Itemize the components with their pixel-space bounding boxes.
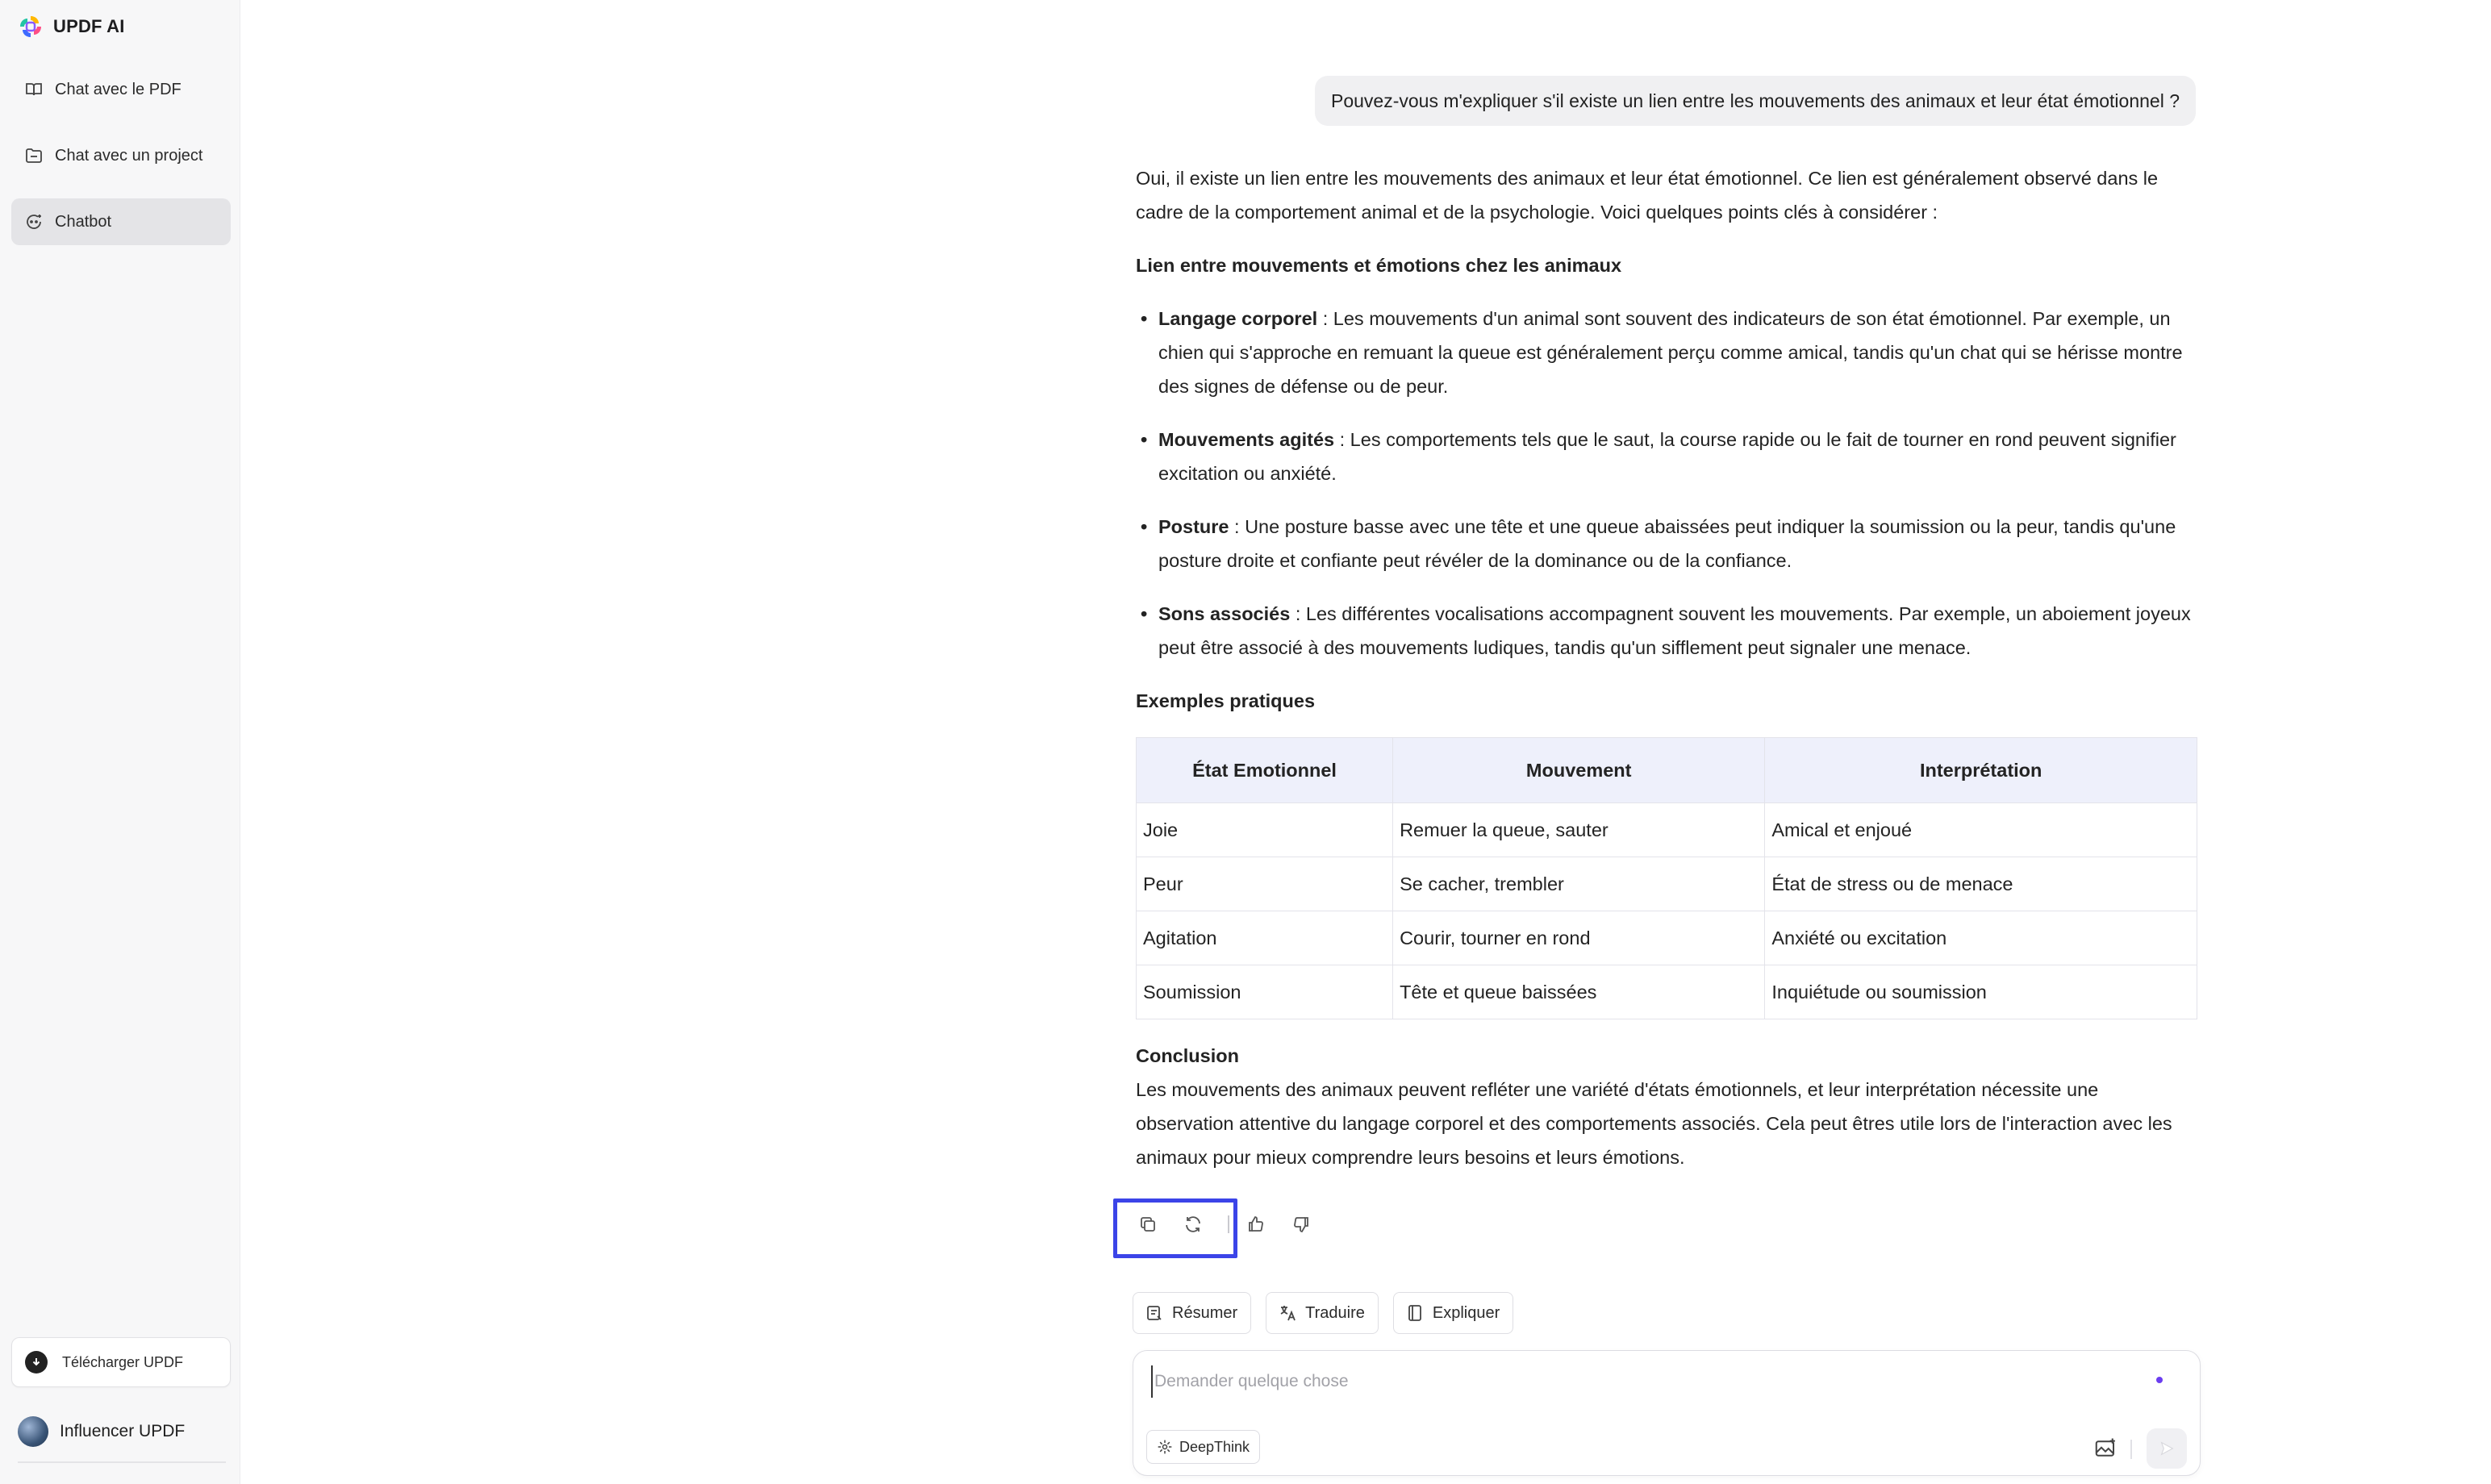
explain-button[interactable] bbox=[1393, 1292, 1513, 1334]
translate-button[interactable] bbox=[1266, 1292, 1379, 1334]
bullet-text: : Une posture basse avec une tête et une queue abaissées peut indiquer la soumission ou la peur, tandis qu'une posture droite et confiante peut révéler de la dominance ou de la confiance. bbox=[1158, 516, 2176, 571]
deepthink-icon bbox=[1157, 1439, 1173, 1455]
regenerate-icon[interactable] bbox=[1183, 1214, 1204, 1235]
download-icon bbox=[25, 1351, 48, 1374]
list-item bbox=[1136, 597, 2201, 665]
list-item bbox=[1136, 510, 2201, 577]
thumbs-up-icon[interactable] bbox=[1246, 1214, 1266, 1235]
thumbs-down-icon[interactable] bbox=[1291, 1214, 1312, 1235]
image-upload-icon[interactable] bbox=[2092, 1435, 2119, 1462]
send-icon bbox=[2158, 1440, 2176, 1457]
sidebar-item-label: Chat avec un project bbox=[55, 146, 203, 165]
sidebar-item-label: Chat avec le PDF bbox=[55, 80, 182, 98]
bullet-term: Sons associés bbox=[1158, 603, 1291, 624]
download-label: Télécharger UPDF bbox=[62, 1353, 184, 1370]
user-name: Influencer UPDF bbox=[60, 1422, 186, 1440]
table-header: Interprétation bbox=[1765, 738, 2197, 802]
brand-name: UPDF AI bbox=[53, 16, 125, 36]
chip-label: Traduire bbox=[1305, 1303, 1365, 1322]
chat-input[interactable] bbox=[1151, 1365, 2119, 1398]
user-message-bubble bbox=[1315, 76, 2196, 126]
deepthink-label: DeepThink bbox=[1179, 1438, 1250, 1455]
table-header-row bbox=[1137, 738, 2197, 802]
folder-chat-icon bbox=[24, 146, 44, 165]
sidebar bbox=[0, 0, 240, 1484]
user-question: Pouvez-vous m'expliquer s'il existe un lien entre les mouvements des animaux et leur état émotionnel ? bbox=[1331, 90, 2180, 111]
chat-area bbox=[240, 0, 2491, 1484]
examples-table bbox=[1136, 737, 2197, 1019]
table-cell: Amical et enjoué bbox=[1765, 802, 2197, 857]
table-cell: Tête et queue baissées bbox=[1393, 965, 1765, 1019]
divider bbox=[2130, 1440, 2132, 1459]
translate-icon bbox=[1278, 1303, 1297, 1323]
bullet-text: : Les comportements tels que le saut, la course rapide ou le fait de tourner en rond peuvent signifier excitation ou anxiété. bbox=[1158, 429, 2176, 484]
summarize-icon bbox=[1145, 1303, 1164, 1323]
answer-bullet-list bbox=[1136, 302, 2201, 665]
quick-actions bbox=[1133, 1292, 1513, 1334]
table-row bbox=[1137, 857, 2197, 911]
updf-logo-icon bbox=[18, 14, 44, 40]
chip-label: Expliquer bbox=[1432, 1303, 1500, 1322]
table-cell: Courir, tourner en rond bbox=[1393, 911, 1765, 965]
table-cell: Soumission bbox=[1137, 965, 1393, 1019]
table-cell: Inquiétude ou soumission bbox=[1771, 981, 1987, 1003]
bullet-term: Langage corporel bbox=[1158, 308, 1318, 329]
divider bbox=[18, 1461, 226, 1463]
sidebar-item-chat-pdf[interactable] bbox=[11, 66, 231, 113]
table-cell: Anxiété ou excitation bbox=[1765, 911, 2197, 965]
table-header: Mouvement bbox=[1393, 738, 1765, 802]
table-cell: Se cacher, trembler bbox=[1393, 857, 1765, 911]
book-icon bbox=[24, 80, 44, 99]
table-cell: Remuer la queue, sauter bbox=[1393, 802, 1765, 857]
list-item bbox=[1136, 423, 2201, 490]
user-profile[interactable] bbox=[18, 1413, 227, 1450]
assistant-answer bbox=[1136, 161, 2201, 1174]
message-actions bbox=[1137, 1207, 1312, 1242]
answer-heading: Conclusion bbox=[1136, 1045, 1239, 1066]
avatar bbox=[18, 1416, 48, 1447]
download-updf-button[interactable] bbox=[11, 1337, 231, 1387]
explain-icon bbox=[1405, 1303, 1425, 1323]
answer-heading: Exemples pratiques bbox=[1136, 690, 1316, 711]
table-row bbox=[1137, 911, 2197, 965]
sidebar-item-chatbot[interactable] bbox=[11, 198, 231, 245]
answer-heading: Lien entre mouvements et émotions chez les animaux bbox=[1136, 255, 1622, 276]
table-cell: Joie bbox=[1137, 802, 1393, 857]
answer-conclusion: Les mouvements des animaux peuvent refléter une variété d'états émotionnels, et leur interprétation nécessite une observation attentive du langage corporel et des comportements associés. Cela peut êtres utile lors de l'interaction avec les animaux pour mieux comprendre leurs besoins et leurs émotions. bbox=[1136, 1079, 2172, 1168]
sidebar-item-label: Chatbot bbox=[55, 212, 112, 231]
summarize-button[interactable] bbox=[1133, 1292, 1251, 1334]
chip-label: Résumer bbox=[1172, 1303, 1238, 1322]
copy-icon[interactable] bbox=[1137, 1214, 1158, 1235]
brand[interactable] bbox=[18, 13, 125, 40]
list-item bbox=[1136, 302, 2201, 403]
send-button[interactable] bbox=[2147, 1428, 2187, 1469]
table-cell: Peur bbox=[1137, 857, 1393, 911]
table-cell: État de stress ou de menace bbox=[1765, 857, 2197, 911]
bullet-text: : Les mouvements d'un animal sont souvent des indicateurs de son état émotionnel. Par exemple, un chien qui s'approche en remuant la queue est généralement perçu comme amical, tandis qu'un chat qui se hérisse montre des signes de défense ou de peur. bbox=[1158, 308, 2183, 397]
chat-input-box bbox=[1133, 1350, 2201, 1476]
sidebar-item-chat-project[interactable] bbox=[11, 132, 231, 179]
table-header: État Emotionnel bbox=[1137, 738, 1393, 802]
deepthink-toggle[interactable] bbox=[1146, 1430, 1260, 1464]
table-row bbox=[1137, 802, 2197, 857]
chatbot-icon bbox=[24, 212, 44, 231]
divider bbox=[1228, 1215, 1229, 1233]
status-dot bbox=[2156, 1377, 2163, 1383]
bullet-term: Posture bbox=[1158, 516, 1229, 537]
answer-intro: Oui, il existe un lien entre les mouvements des animaux et leur état émotionnel. Ce lien est généralement observé dans le cadre de la comportement animal et de la psychologie. Voici quelques points clés à considérer : bbox=[1136, 168, 2159, 223]
bullet-term: Mouvements agités bbox=[1158, 429, 1335, 450]
table-cell: Agitation bbox=[1137, 911, 1393, 965]
table-row bbox=[1137, 965, 2197, 1019]
bullet-text: : Les différentes vocalisations accompagnent souvent les mouvements. Par exemple, un aboiement joyeux peut être associé à des mouvements ludiques, tandis qu'un sifflement peut signaler une menace. bbox=[1158, 603, 2191, 658]
